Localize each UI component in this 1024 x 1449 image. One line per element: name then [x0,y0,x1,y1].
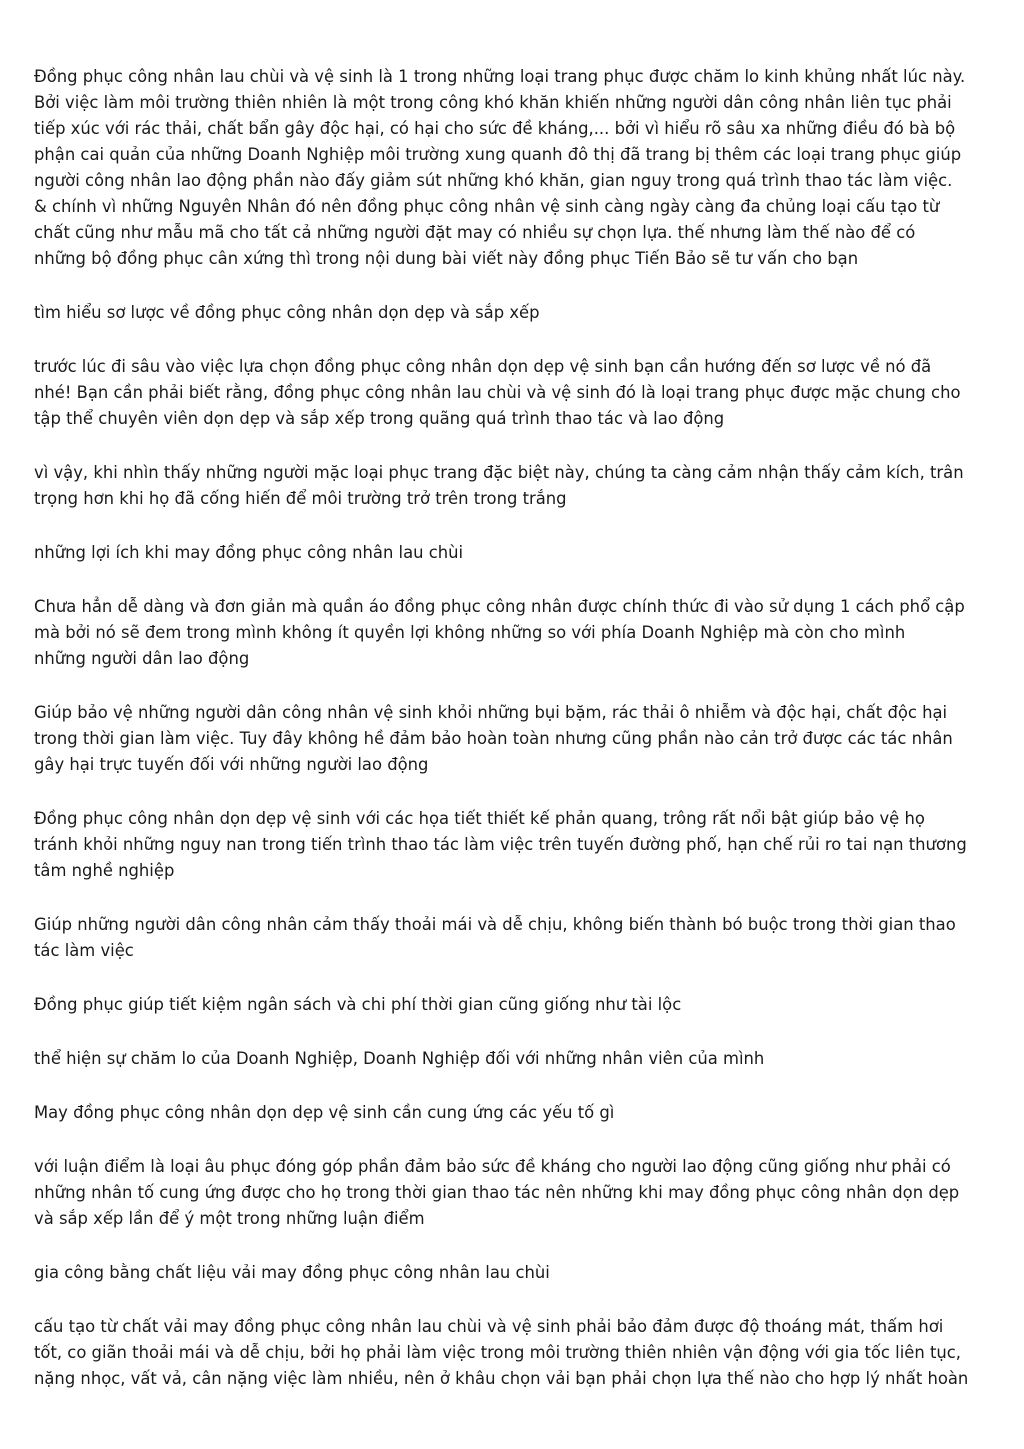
paragraph-intro: Đồng phục công nhân lau chùi và vệ sinh là 1 trong những loại trang phục được chăm lo kinh khủng nhất lúc này. Bởi việc làm môi trường thiên nhiên là một trong công khó khăn khiến những người dân công nhân liên tục phải tiếp xúc với rác thải, chất bẩn gây độc hại, có hại cho sức đề kháng,... bởi vì hiểu rõ sâu xa những điều đó bà bộ phận cai quản của những Doanh Nghiệp môi trường xung quanh đô thị đã trang bị thêm các loại trang phục giúp người công nhân lao động phần nào đấy giảm sút những khó khăn, gian nguy trong quá trình thao tác làm việc. & chính vì những Nguyên Nhân đó nên đồng phục công nhân vệ sinh càng ngày càng đa chủng loại cấu tạo từ chất cũng như mẫu mã cho tất cả những người đặt may có nhiều sự chọn lựa. thế nhưng làm thế nào để có những bộ đồng phục cân xứng thì trong nội dung bài viết này đồng phục Tiến Bảo sẽ tư vấn cho bạn [34,67,966,268]
paragraph-requirements: với luận điểm là loại âu phục đóng góp phần đảm bảo sức đề kháng cho người lao động cũng giống như phải có những nhân tố cung ứng được cho họ trong thời gian thao tác nên những khi may đồng phục công nhân dọn dẹp và sắp xếp lần để ý một trong những luận điểm [34,1157,960,1228]
heading-requirements: May đồng phục công nhân dọn dẹp vệ sinh cần cung ứng các yếu tố gì [34,1103,615,1122]
paragraph-appreciation: vì vậy, khi nhìn thấy những người mặc loại phục trang đặc biệt này, chúng ta càng cảm nhận thấy cảm kích, trân trọng hơn khi họ đã cống hiến để môi trường trở trên trong trắng [34,463,964,508]
heading-overview: tìm hiểu sơ lược về đồng phục công nhân dọn dẹp và sắp xếp [34,303,540,322]
paragraph-material: cấu tạo từ chất vải may đồng phục công nhân lau chùi và vệ sinh phải bảo đảm được độ thoáng mát, thấm hơi tốt, co giãn thoải mái và dễ chịu, bởi họ phải làm việc trong môi trường thiên nhiên vận động với gia tốc liên tục, nặng nhọc, vất vả, cân nặng việc làm nhiều, nên ở khâu chọn vải bạn phải chọn lựa thế nào cho hợp lý nhất hoàn [34,1317,969,1388]
paragraph-benefit-protection: Giúp bảo vệ những người dân công nhân vệ sinh khỏi những bụi bặm, rác thải ô nhiễm và độc hại, chất độc hại trong thời gian làm việc. Tuy đây không hề đảm bảo hoàn toàn nhưng cũng phần nào cản trở được các tác nhân gây hại trực tuyến đối với những người lao động [34,703,953,774]
paragraph-benefit-care: thể hiện sự chăm lo của Doanh Nghiệp, Doanh Nghiệp đối với những nhân viên của mình [34,1049,765,1068]
paragraph-benefits-intro: Chưa hẳn dễ dàng và đơn giản mà quần áo đồng phục công nhân được chính thức đi vào sử dụng 1 cách phổ cập mà bởi nó sẽ đem trong mình không ít quyền lợi không những so với phía Doanh Nghiệp mà còn cho mình những người dân lao động [34,597,965,668]
paragraph-benefit-reflective: Đồng phục công nhân dọn dẹp vệ sinh với các họa tiết thiết kế phản quang, trông rất nổi bật giúp bảo vệ họ tránh khỏi những nguy nan trong tiến trình thao tác làm việc trên tuyến đường phố, hạn chế rủi ro tai nạn thương tâm nghề nghiệp [34,809,967,880]
document-page [34,64,994,1420]
heading-benefits: những lợi ích khi may đồng phục công nhân lau chùi [34,543,464,562]
paragraph-benefit-comfort: Giúp những người dân công nhân cảm thấy thoải mái và dễ chịu, không biến thành bó buộc trong thời gian thao tác làm việc [34,915,956,960]
heading-material: gia công bằng chất liệu vải may đồng phục công nhân lau chùi [34,1263,550,1282]
paragraph-overview: trước lúc đi sâu vào việc lựa chọn đồng phục công nhân dọn dẹp vệ sinh bạn cần hướng đến sơ lược về nó đã nhé! Bạn cần phải biết rằng, đồng phục công nhân lau chùi và vệ sinh đó là loại trang phục được mặc chung cho tập thể chuyên viên dọn dẹp và sắp xếp trong quãng quá trình thao tác và lao động [34,357,961,428]
paragraph-benefit-savings: Đồng phục giúp tiết kiệm ngân sách và chi phí thời gian cũng giống như tài lộc [34,995,682,1014]
